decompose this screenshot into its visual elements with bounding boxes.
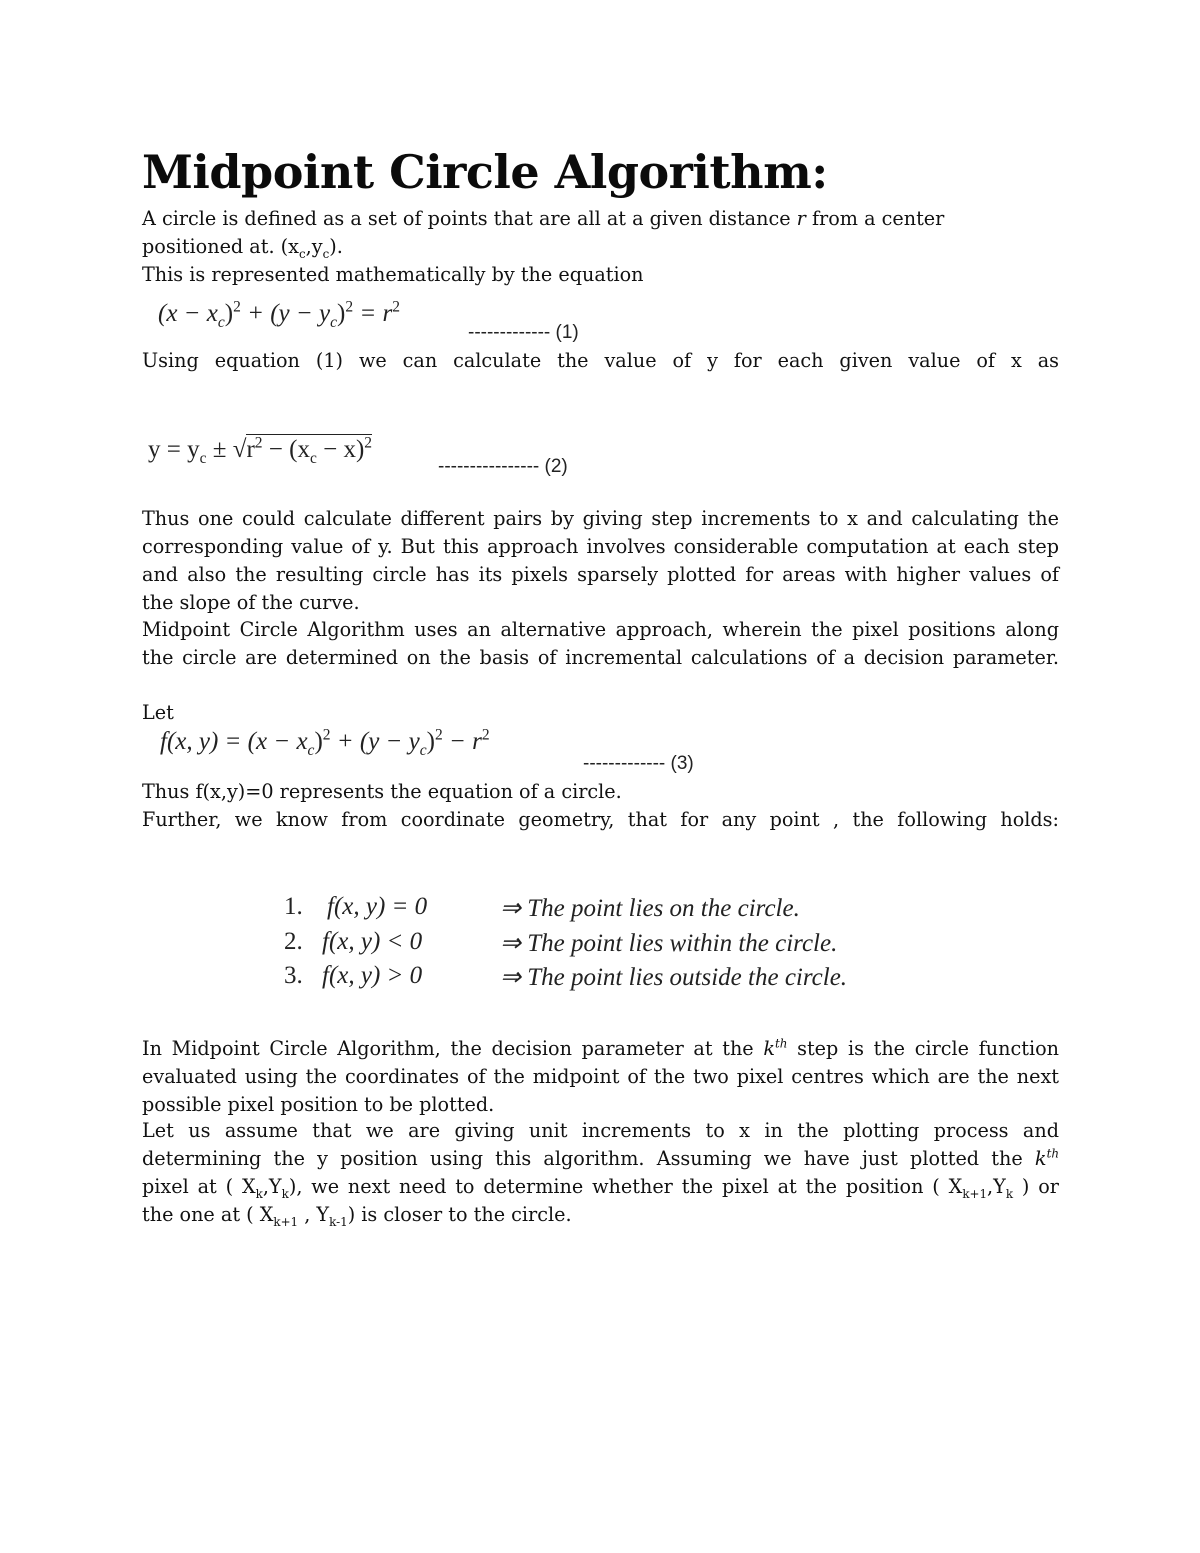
paragraph-step-increments-line4: the slope of the curve. — [142, 591, 360, 614]
text-segment: step is the circle function — [787, 1037, 1059, 1060]
paragraph-alternative-approach-line1: Midpoint Circle Algorithm uses an alternative approach, wherein the pixel positions along — [142, 618, 1059, 641]
eq-part: ) — [426, 728, 435, 755]
text-segment: ) or — [1013, 1175, 1059, 1198]
page-title: Midpoint Circle Algorithm: — [142, 145, 828, 199]
superscript: 2 — [322, 726, 331, 744]
paragraph-decision-parameter-line1 — [142, 1035, 1059, 1063]
paragraph-unit-increments-line4 — [142, 1201, 572, 1229]
condition-item-2-function — [322, 928, 422, 956]
eq-part: − x) — [316, 436, 365, 463]
equation-2-number: ---------------- (2) — [438, 456, 568, 477]
condition-text: ⇒ The point lies within the circle. — [500, 930, 838, 957]
eq-part: f(x, y) = (x − x — [160, 728, 308, 755]
square-root-radicand — [246, 434, 373, 467]
text-segment: the one at ( X — [142, 1203, 274, 1226]
text-segment: ,Y — [262, 1175, 282, 1198]
subscript: k+1 — [273, 1214, 299, 1229]
text-segment: , Y — [298, 1203, 330, 1226]
paragraph-circle-definition-line2 — [142, 233, 343, 261]
subscript: c — [322, 246, 330, 261]
superscript: 2 — [364, 434, 373, 452]
paragraph-coordinate-geometry: Further, we know from coordinate geometry, that for any point , the following holds: — [142, 808, 1059, 831]
eq-part: − r — [442, 728, 482, 755]
condition-item-1-function — [327, 893, 427, 921]
condition-text: ⇒ The point lies outside the circle. — [500, 964, 848, 991]
paragraph-thus-f-zero: Thus f(x,y)=0 represents the equation of a circle. — [142, 780, 622, 803]
condition-item-1 — [284, 893, 303, 921]
subscript: k+1 — [962, 1186, 988, 1201]
eq-part: ) — [314, 728, 323, 755]
eq-part: + (y − y — [240, 300, 331, 327]
superscript: 2 — [233, 298, 241, 316]
eq-part: r — [246, 436, 255, 463]
text-segment: determining the y position using this algorithm. Assuming we have just plotted the — [142, 1147, 1035, 1170]
condition-function: f(x, y) = 0 — [327, 893, 428, 920]
equation-2 — [148, 434, 373, 467]
superscript: 2 — [481, 726, 490, 744]
eq-part: (x − x — [158, 300, 218, 327]
condition-function: f(x, y) < 0 — [322, 928, 423, 955]
equation-3 — [160, 726, 490, 759]
paragraph-unit-increments-line1: Let us assume that we are giving unit increments to x in the plotting process and — [142, 1119, 1059, 1142]
subscript: c — [298, 246, 306, 261]
paragraph-circle-definition-line1 — [142, 205, 944, 233]
paragraph-alternative-approach-line2: the circle are determined on the basis of incremental calculations of a decision parameter. — [142, 646, 1059, 669]
subscript: c — [330, 314, 338, 331]
subscript: c — [307, 742, 315, 759]
condition-item-3-function — [322, 962, 422, 990]
condition-item-3-text — [500, 962, 847, 992]
text-segment: ). — [329, 235, 343, 258]
text-segment: ), we next need to determine whether the pixel at the position ( X — [288, 1175, 963, 1198]
subscript: c — [419, 742, 427, 759]
paragraph-let: Let — [142, 701, 174, 724]
list-number: 1. — [284, 893, 303, 920]
eq-part: ) — [224, 300, 234, 327]
eq-part: + (y − y — [330, 728, 420, 755]
subscript: c — [199, 450, 207, 467]
condition-item-2 — [284, 928, 303, 956]
paragraph-unit-increments-line3 — [142, 1173, 1059, 1201]
text-segment: pixel at ( X — [142, 1175, 256, 1198]
equation-1-number: ------------- (1) — [468, 322, 579, 343]
superscript: 2 — [345, 298, 354, 316]
paragraph-decision-parameter-line2: evaluated using the coordinates of the midpoint of the two pixel centres which are the next — [142, 1065, 1059, 1088]
superscript: 2 — [254, 434, 263, 452]
subscript: k — [1005, 1186, 1014, 1201]
subscript: c — [217, 314, 225, 331]
paragraph-represented: This is represented mathematically by the equation — [142, 263, 644, 286]
paragraph-step-increments-line2: corresponding value of y. But this approach involves considerable computation at each step — [142, 535, 1059, 558]
text-segment: from a center — [805, 207, 945, 230]
paragraph-unit-increments-line2 — [142, 1145, 1059, 1173]
text-segment: positioned at. (x — [142, 235, 299, 258]
text-segment: ,y — [305, 235, 323, 258]
superscript: 2 — [392, 298, 400, 316]
eq-part: − (x — [262, 436, 310, 463]
eq-part: ) — [337, 300, 346, 327]
paragraph-using-equation: Using equation (1) we can calculate the value of y for each given value of x as — [142, 349, 1059, 372]
superscript: th — [1046, 1146, 1059, 1161]
subscript: k-1 — [329, 1214, 348, 1229]
text-segment: In Midpoint Circle Algorithm, the decision parameter at the — [142, 1037, 764, 1060]
condition-item-3 — [284, 962, 303, 990]
condition-item-2-text — [500, 928, 837, 958]
superscript: 2 — [435, 726, 443, 744]
text-segment: ) is closer to the circle. — [347, 1203, 572, 1226]
condition-text: ⇒ The point lies on the circle. — [500, 895, 800, 922]
subscript: k — [281, 1186, 289, 1201]
condition-item-1-text — [500, 893, 800, 923]
variable-r: r — [796, 207, 806, 230]
variable-k: k — [1034, 1147, 1047, 1170]
subscript: k — [255, 1186, 263, 1201]
eq-part: ± √ — [206, 436, 247, 463]
eq-part: = r — [353, 300, 393, 327]
paragraph-step-increments-line3: and also the resulting circle has its pixels sparsely plotted for areas with higher values of — [142, 563, 1059, 586]
eq-part: y = y — [148, 436, 200, 463]
equation-1 — [158, 298, 400, 331]
variable-k: k — [763, 1037, 775, 1060]
paragraph-step-increments-line1: Thus one could calculate different pairs by giving step increments to x and calculating the — [142, 507, 1059, 530]
subscript: c — [309, 450, 317, 467]
list-number: 3. — [284, 962, 303, 989]
equation-3-number: ------------- (3) — [583, 753, 694, 774]
text-segment: A circle is defined as a set of points that are all at a given distance — [142, 207, 797, 230]
text-segment: ,Y — [987, 1175, 1006, 1198]
superscript: th — [774, 1036, 788, 1051]
condition-function: f(x, y) > 0 — [322, 962, 423, 989]
paragraph-decision-parameter-line3: possible pixel position to be plotted. — [142, 1093, 495, 1116]
list-number: 2. — [284, 928, 303, 955]
